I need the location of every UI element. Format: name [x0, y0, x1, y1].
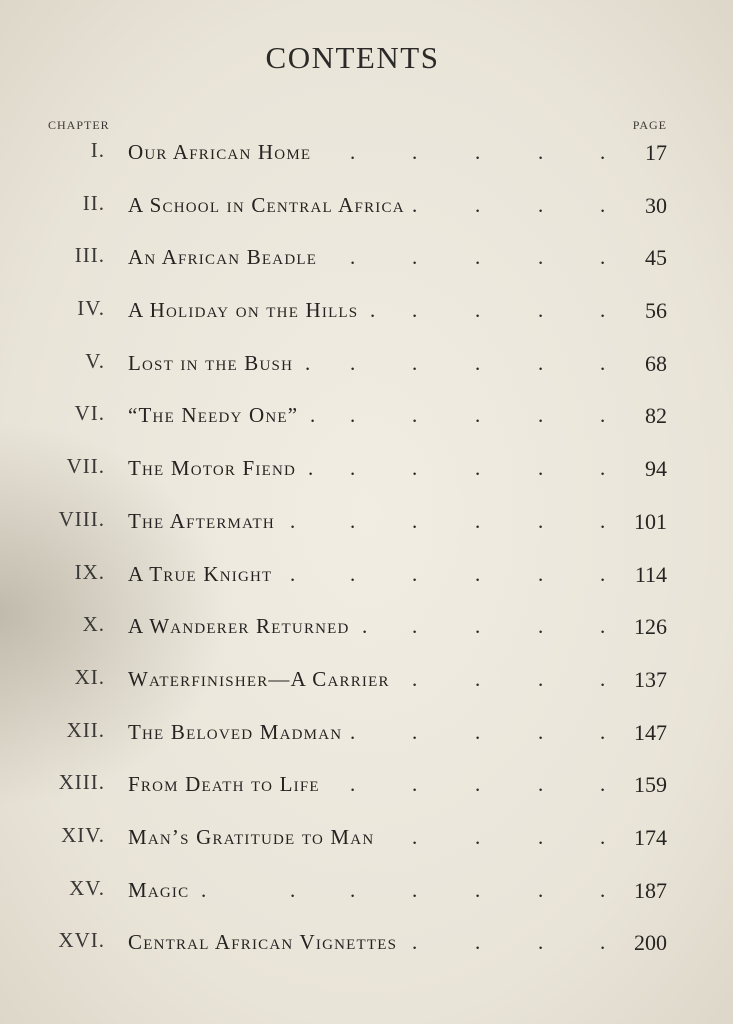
- leader-dot: .: [475, 561, 481, 586]
- leader-dot: .: [538, 877, 544, 902]
- toc-entry: [0, 813, 733, 866]
- leader-dot: .: [201, 877, 207, 902]
- leader-dot: .: [538, 772, 544, 797]
- chapter-title: The Aftermath: [128, 508, 275, 533]
- chapter-number: IV.: [77, 296, 105, 321]
- chapter-title: A Wanderer Returned: [128, 614, 350, 639]
- leader-dot: .: [600, 403, 606, 428]
- toc-entry: [0, 866, 733, 919]
- page-number: 147: [634, 719, 667, 745]
- leader-dot: .: [350, 403, 356, 428]
- chapter-title: The Motor Fiend: [128, 456, 297, 481]
- leader-dot: .: [412, 719, 418, 744]
- leader-dot: .: [475, 245, 481, 270]
- leader-dot: .: [308, 456, 314, 481]
- leader-dot: .: [600, 140, 606, 164]
- chapter-number: XV.: [69, 875, 105, 900]
- leader-dot: .: [412, 456, 418, 481]
- chapter-number: I.: [90, 138, 105, 162]
- leader-dot: .: [475, 666, 481, 691]
- leader-dot: .: [475, 403, 481, 428]
- leader-dot: .: [412, 245, 418, 270]
- leader-dot: .: [538, 508, 544, 533]
- leader-dot: .: [600, 772, 606, 797]
- leader-dot: .: [350, 350, 356, 375]
- leader-dot: .: [600, 877, 606, 902]
- chapter-title: Man’s Gratitude to Man: [128, 824, 375, 849]
- page-number: 187: [634, 877, 667, 903]
- page-column-header: PAGE: [632, 118, 667, 132]
- leader-dot: .: [412, 561, 418, 586]
- leader-dot: .: [475, 824, 481, 849]
- leader-dot: .: [600, 350, 606, 375]
- leader-dot: .: [350, 508, 356, 533]
- page-number: 45: [645, 245, 667, 271]
- leader-dot: .: [475, 140, 481, 164]
- leader-dot: .: [350, 877, 356, 902]
- chapter-number: VIII.: [58, 506, 105, 531]
- leader-dot: .: [412, 140, 418, 164]
- chapter-number: XIV.: [61, 822, 105, 847]
- chapter-title: A School in Central Africa: [128, 192, 405, 217]
- leader-dot: .: [350, 140, 356, 164]
- leader-dot: .: [362, 614, 368, 639]
- chapter-title: From Death to Life: [128, 772, 320, 797]
- leader-dot: .: [412, 403, 418, 428]
- leader-dot: .: [538, 614, 544, 639]
- leader-dot: .: [412, 666, 418, 691]
- leader-dot: .: [600, 930, 606, 955]
- toc-entry: [0, 444, 733, 497]
- chapter-title: Our African Home: [128, 140, 312, 164]
- leader-dot: .: [538, 824, 544, 849]
- toc-entry: [0, 602, 733, 655]
- toc-entry: [0, 339, 733, 392]
- toc-entry: [0, 918, 733, 971]
- chapter-title: The Beloved Madman: [128, 719, 343, 744]
- chapter-title: A True Knight: [128, 561, 273, 586]
- leader-dot: .: [538, 403, 544, 428]
- leader-dot: .: [290, 561, 296, 586]
- chapter-number: III.: [74, 243, 105, 268]
- leader-dot: .: [600, 824, 606, 849]
- leader-dot: .: [600, 561, 606, 586]
- leader-dot: .: [350, 719, 356, 744]
- chapter-number: IX.: [74, 559, 105, 584]
- leader-dot: .: [412, 930, 418, 955]
- leader-dot: .: [600, 614, 606, 639]
- leader-dot: .: [600, 298, 606, 323]
- leader-dot: .: [412, 350, 418, 375]
- leader-dot: .: [475, 772, 481, 797]
- leader-dot: .: [475, 456, 481, 481]
- page-number: 200: [634, 930, 667, 956]
- leader-dot: .: [475, 877, 481, 902]
- leader-dot: .: [412, 192, 418, 217]
- toc-entry: [0, 655, 733, 708]
- leader-dot: .: [350, 456, 356, 481]
- toc-entry: [0, 128, 733, 181]
- chapter-title: “The Needy One”: [128, 403, 299, 428]
- leader-dot: .: [538, 561, 544, 586]
- leader-dot: .: [305, 350, 311, 375]
- leader-dot: .: [475, 614, 481, 639]
- leader-dot: .: [600, 245, 606, 270]
- chapter-title: A Holiday on the Hills: [128, 298, 359, 323]
- leader-dot: .: [538, 298, 544, 323]
- toc-entry: [0, 286, 733, 339]
- page-title: CONTENTS: [265, 40, 440, 75]
- leader-dot: .: [475, 930, 481, 955]
- chapter-title: Waterfinisher—A Carrier: [128, 666, 390, 691]
- page-number: 82: [645, 403, 667, 429]
- toc-entry: [0, 497, 733, 550]
- leader-dot: .: [475, 298, 481, 323]
- leader-dot: .: [412, 824, 418, 849]
- leader-dot: .: [350, 772, 356, 797]
- leader-dot: .: [538, 192, 544, 217]
- dot-leader: [128, 877, 606, 902]
- leader-dot: .: [538, 140, 544, 164]
- toc-entry: [0, 233, 733, 286]
- toc-entry: [0, 708, 733, 761]
- leader-dot: .: [538, 350, 544, 375]
- chapter-number: XII.: [66, 717, 105, 742]
- leader-dot: .: [290, 508, 296, 533]
- toc-entry: [0, 550, 733, 603]
- leader-dot: .: [412, 877, 418, 902]
- chapter-title: Magic: [128, 877, 190, 902]
- leader-dot: .: [475, 192, 481, 217]
- table-of-contents: [0, 128, 733, 971]
- leader-dot: .: [600, 666, 606, 691]
- leader-dot: .: [475, 719, 481, 744]
- leader-dot: .: [600, 508, 606, 533]
- chapter-number: X.: [82, 612, 105, 637]
- chapter-number: II.: [82, 190, 105, 215]
- leader-dot: .: [350, 245, 356, 270]
- leader-dot: .: [538, 719, 544, 744]
- chapter-title: Lost in the Bush: [128, 350, 294, 375]
- leader-dot: .: [412, 614, 418, 639]
- leader-dot: .: [290, 877, 296, 902]
- chapter-number: XI.: [74, 664, 105, 689]
- leader-dot: .: [412, 772, 418, 797]
- chapter-number: XVI.: [58, 928, 105, 953]
- page-number: 174: [634, 824, 667, 850]
- page-number: 68: [645, 350, 667, 376]
- page-number: 94: [645, 456, 667, 482]
- leader-dot: .: [538, 245, 544, 270]
- leader-dot: .: [412, 508, 418, 533]
- page-number: 137: [634, 666, 667, 692]
- page-number: 17: [645, 140, 667, 165]
- leader-dot: .: [475, 350, 481, 375]
- page-number: 56: [645, 298, 667, 324]
- chapter-title: An African Beadle: [128, 245, 318, 270]
- chapter-column-header: CHAPTER: [48, 118, 110, 132]
- chapter-number: V.: [85, 348, 105, 373]
- leader-dot: .: [600, 192, 606, 217]
- chapter-number: XIII.: [58, 770, 105, 795]
- toc-entry: [0, 181, 733, 234]
- leader-dot: .: [538, 930, 544, 955]
- leader-dot: .: [600, 719, 606, 744]
- page-number: 159: [634, 772, 667, 798]
- leader-dot: .: [600, 456, 606, 481]
- page-number: 126: [634, 614, 667, 640]
- page-number: 30: [645, 192, 667, 218]
- toc-entry: [0, 391, 733, 444]
- page-number: 114: [634, 561, 667, 587]
- leader-dot: .: [350, 561, 356, 586]
- chapter-number: VII.: [66, 454, 105, 479]
- leader-dot: .: [370, 298, 376, 323]
- leader-dot: .: [310, 403, 316, 428]
- page-number: 101: [634, 508, 667, 534]
- leader-dot: .: [538, 666, 544, 691]
- leader-dot: .: [412, 298, 418, 323]
- leader-dot: .: [475, 508, 481, 533]
- toc-entry: [0, 760, 733, 813]
- chapter-title: Central African Vignettes: [128, 930, 398, 955]
- chapter-number: VI.: [74, 401, 105, 426]
- leader-dot: .: [538, 456, 544, 481]
